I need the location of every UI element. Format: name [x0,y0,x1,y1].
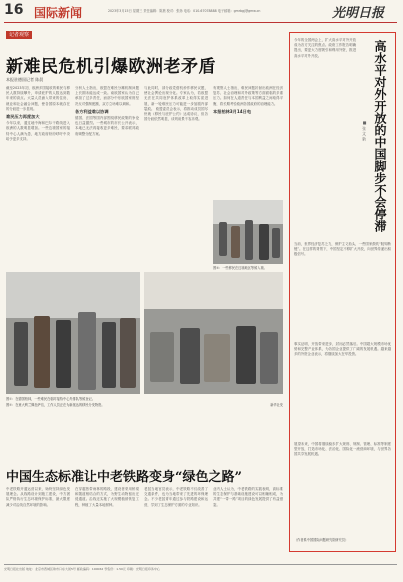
photo-credit: 新华社发 [270,403,283,407]
section-title: 国际新闻 [34,6,83,20]
paragraph: 截至2023年初，欧洲多国接收的难民与移民人数持续攀升，申请庇护的人数达到数年来的高点。大量人员涌入带来的住房、就业和社会融合问题，使各国原本就存在的分歧进一步显现。 [6,86,70,111]
second-headline: 中国生态标准让中老铁路变身“绿色之路” [6,470,242,485]
second-column-1: 中老铁路开通运营以来，始终坚持绿色发展理念。从线路设计到施工建设，中方团队严格执行生态环境保护标准，最大限度减少对沿线自然环境的影响。 [6,487,70,507]
photo-caption: 图①：在德国柏林，一些难民在临时接待中心外排队等候登记。 [6,397,95,401]
paragraph: 欧盟委员会表示，将推动成员国尽快就《移民与庇护公约》达成协议，但各国分歧依然明显，谈判前景不容乐观。 [144,106,208,122]
paragraph: 有观察人士指出，难民问题折射出欧洲在经济复苏、社会治理和对外政策等方面面临的多重压力。如何在人道责任与本国利益之间取得平衡，将长期考验欧洲各国政府的治理能力。 [213,86,283,106]
commentary-note: （作者系中国国际问题研究院研究员） [294,538,349,542]
commentary-author: ■ 张 文 新 [362,120,367,141]
subheading: 难民压力再度加大 [6,114,40,120]
photo-refugees-queue [6,272,140,394]
main-column-1 [6,86,70,268]
photo-caption: 图③：一些移民在边境地区等候入境。 [213,266,267,270]
page-header [0,0,403,24]
commentary-column-1: 今年的全国两会上，扩大高水平对外开放成为各方关注的焦点。政府工作报告明确提出，要更大力度吸引和利用外资，推进高水平对外开放。 [294,38,356,58]
commentary-column-2: 当前，世界经济复苏乏力，保护主义抬头，一些国家鼓吹“脱钩断链”。在这样的背景下，中国坚定不移扩大开放，向世界传递出积极信号。 [294,242,391,257]
main-column-4 [213,86,283,196]
second-column-4: 业内人士认为，中老铁路的实践表明，高标准的生态保护与基础设施建设可以相辅相成，为共建“一带一路”项目的绿色发展提供了有益借鉴。 [213,487,283,507]
dateline: 本报柏林3月14日电 [213,108,252,114]
main-headline: 新难民危机引爆欧洲老矛盾 [6,57,216,77]
main-byline: 本报驻德国记者 陈晨 [6,77,44,82]
second-column-2: 在穿越热带雨林的路段，建设者采用桥梁和隧道相结合的方式，为野生动物留出迁徙通道。沿线还实施了大规模植被恢复工程，种植了大量本地树种。 [75,487,139,507]
photo-border-crowd [213,200,283,264]
commentary-column-4: 展望未来，中国将继续稳步扩大规则、规制、管理、标准等制度型开放，打造市场化、法治化、国际化一流营商环境，与世界各国共享发展机遇。 [294,442,391,457]
paragraph: 与此同时，部分政党借机炒作移民议题，使社会舆论出现分化。专家认为，若欧盟无法在共同庇护体系改革上取得实质进展，新一轮难民压力可能进一步加剧内部裂痕。 [144,86,208,111]
paragraph: 今年以来，通过地中海和巴尔干路线进入欧洲的人数明显增加。一些边境国家的接待中心人满为患，地方政府纷纷呼吁中央给予更多支持。 [6,121,70,141]
photo-aid-distribution [144,272,283,394]
edition-meta: 2023年3月15日 星期三 责任编辑：陈晨 校对：张扬 电话：010-67078888 电子邮箱：gmrbgj@gmw.cn [108,9,261,13]
main-column-2 [75,86,139,268]
newspaper-logo: 光明日报 [332,6,385,21]
main-column-3 [144,86,208,268]
paragraph: 分析人士指出，欧盟在难民分摊机制问题上长期未能达成一致。南欧国家认为自己承担了过多责任，而部分中东欧国家则坚决反对强制配额，双方立场难以调和。 [75,86,139,106]
page-footer: 光明日报社出版 地址：北京市西城区珠市口东大街5号 邮政编码：100062 零售价：1.50元 印刷：光明日报印务中心 [4,564,397,571]
paragraph: 德国、法国等国内部围绕移民政策的争论也日益激烈。一些城市的市长公开表示，本地已无法再接收更多难民，要求联邦政府调整分配方案。 [75,116,139,136]
subheading: 各方利益难以协调 [75,108,109,114]
header-rule [4,22,397,23]
commentary-title: 高水平对外开放的中国脚步不会停滞 [373,40,387,232]
page-number: 16 [4,2,24,18]
commentary-column-3: 事实证明，开放带来进步，封闭必然落后。中国超大规模市场优势和完整产业体系，为各国企业提供了广阔的发展机遇。越来越多的外资企业表示，将继续加大在华投资。 [294,342,391,357]
photo-caption: 图②：在意大利兰佩杜萨岛，工作人员正在为新抵达的移民分发物资。 [6,403,105,407]
second-column-3: 老挝当地官员表示，中老铁路不仅改善了交通条件，也为当地带来了先进的环保理念。不少老挝青年通过参与铁路建设和运营，学到了生态保护方面的专业知识。 [144,487,208,507]
article-kicker: 记者观察 [6,31,32,39]
